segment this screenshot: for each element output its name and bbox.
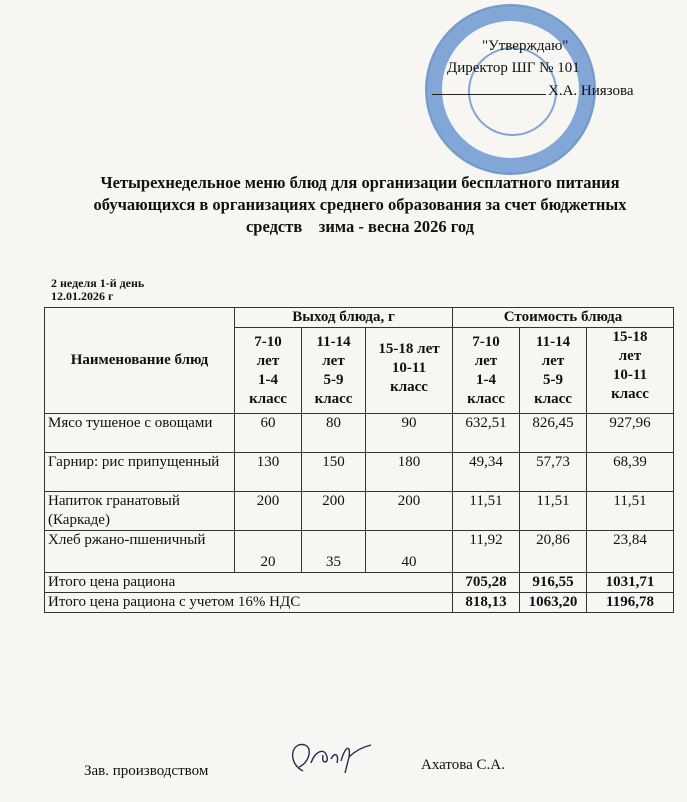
- cost-cell: 11,51: [453, 492, 520, 531]
- table-row: [45, 492, 674, 531]
- menu-day-info: [51, 277, 144, 303]
- table-row: [45, 414, 674, 453]
- cost-cell: 11,51: [520, 492, 587, 531]
- approval-name: Х.А. Ниязова: [548, 83, 634, 99]
- footer-name: Ахатова С.А.: [421, 757, 505, 773]
- dish-name-header: Наименование блюд: [45, 308, 235, 414]
- cost-group-header: 15-18 лет 10-11 класс: [587, 328, 674, 414]
- dish-name: Гарнир: рис припущенный: [45, 453, 235, 492]
- cost-group-header: 7-10 лет 1-4 класс: [453, 328, 520, 414]
- approval-heading: "Утверждаю": [482, 38, 569, 54]
- yield-cell: 200: [366, 492, 453, 531]
- title-line-2: обучающихся в организациях среднего образования за счет бюджетных: [93, 195, 627, 214]
- title-line-3: средств зима - весна 2026 год: [245, 217, 475, 236]
- approval-position: Директор ШГ № 101: [447, 60, 580, 76]
- yield-cell: 200: [302, 492, 366, 531]
- yield-cell: 90: [366, 414, 453, 453]
- cost-cell: 49,34: [453, 453, 520, 492]
- cost-cell: 826,45: [520, 414, 587, 453]
- total-cost-cell: 1031,71: [587, 573, 674, 593]
- cost-group-header: 11-14 лет 5-9 класс: [520, 328, 587, 414]
- dish-name: Хлеб ржано-пшеничный: [45, 531, 235, 573]
- handwritten-signature: [285, 733, 375, 778]
- week-day-label: 2 неделя 1-й день: [51, 276, 145, 290]
- yield-cell: 20: [235, 531, 302, 573]
- yield-cell: 130: [235, 453, 302, 492]
- yield-cell: 200: [235, 492, 302, 531]
- cost-cell: 11,51: [587, 492, 674, 531]
- yield-cell: 180: [366, 453, 453, 492]
- menu-date: 12.01.2026 г: [51, 289, 114, 303]
- cost-cell: 57,73: [520, 453, 587, 492]
- cost-cell: 927,96: [587, 414, 674, 453]
- dish-name: Мясо тушеное с овощами: [45, 414, 235, 453]
- total-cost-cell: 705,28: [453, 573, 520, 593]
- yield-group-header: 7-10 лет 1-4 класс: [235, 328, 302, 414]
- document-title: [60, 172, 660, 238]
- table-row: [45, 531, 674, 573]
- footer-role: Зав. производством: [84, 763, 209, 779]
- approval-signatory: [432, 80, 634, 102]
- signature-line: [432, 80, 546, 95]
- yield-cell: 40: [366, 531, 453, 573]
- yield-cell: 35: [302, 531, 366, 573]
- yield-group-header: 11-14 лет 5-9 класс: [302, 328, 366, 414]
- title-line-1: Четырехнедельное меню блюд для организации бесплатного питания: [100, 173, 620, 192]
- total-vat-cost-cell: 1196,78: [587, 593, 674, 613]
- cost-header: Стоимость блюда: [453, 308, 674, 328]
- cost-cell: 20,86: [520, 531, 587, 573]
- yield-cell: 60: [235, 414, 302, 453]
- total-label: Итого цена рациона: [45, 573, 453, 593]
- total-vat-cost-cell: 1063,20: [520, 593, 587, 613]
- cost-cell: 68,39: [587, 453, 674, 492]
- cost-cell: 23,84: [587, 531, 674, 573]
- total-cost-cell: 916,55: [520, 573, 587, 593]
- menu-table: [44, 307, 674, 613]
- cost-cell: 11,92: [453, 531, 520, 573]
- total-vat-cost-cell: 818,13: [453, 593, 520, 613]
- total-row: [45, 573, 674, 593]
- yield-cell: 80: [302, 414, 366, 453]
- total-vat-row: [45, 593, 674, 613]
- yield-group-header: 15-18 лет 10-11 класс: [366, 328, 453, 414]
- yield-cell: 150: [302, 453, 366, 492]
- dish-name: Напиток гранатовый (Каркаде): [45, 492, 235, 531]
- header-row-1: [45, 308, 674, 328]
- cost-cell: 632,51: [453, 414, 520, 453]
- yield-header: Выход блюда, г: [235, 308, 453, 328]
- table-row: [45, 453, 674, 492]
- total-vat-label: Итого цена рациона с учетом 16% НДС: [45, 593, 453, 613]
